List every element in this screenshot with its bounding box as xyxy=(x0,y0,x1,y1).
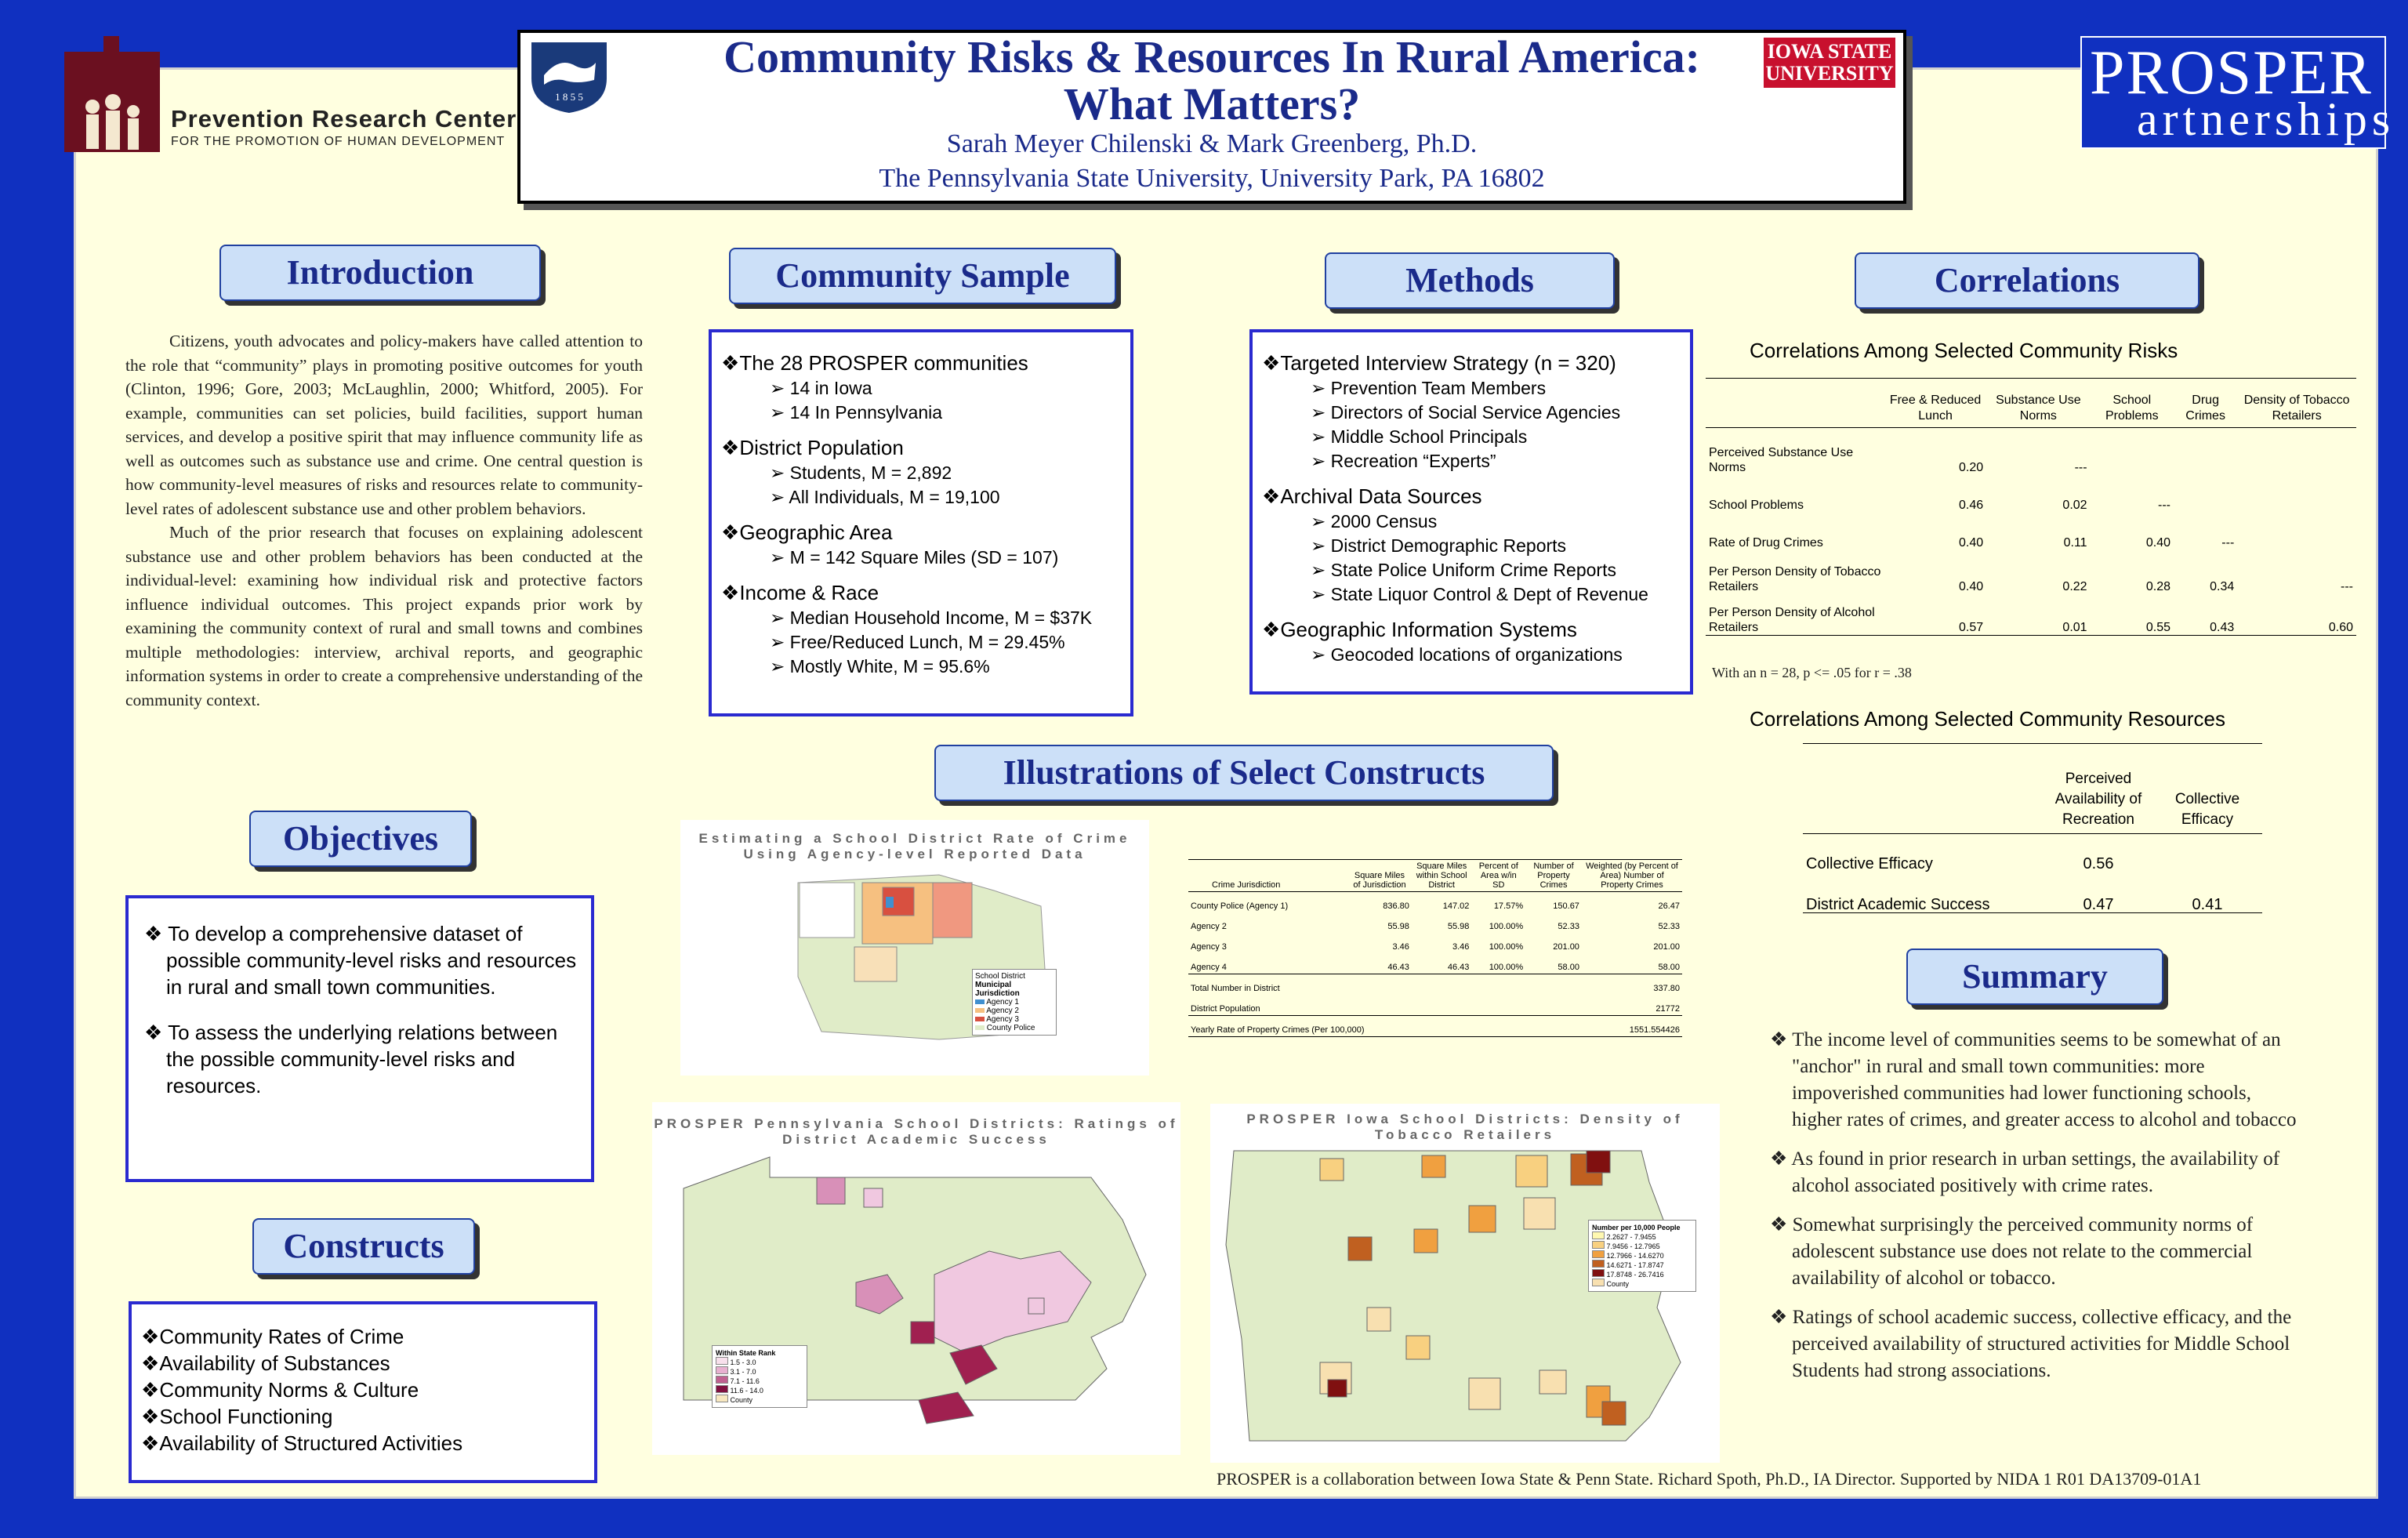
objectives-box xyxy=(125,895,594,1182)
table-cell: --- xyxy=(2074,461,2087,474)
table-cell: 46.43 xyxy=(1447,963,1470,972)
sample-item: ➢ 14 in Iowa xyxy=(770,378,872,398)
legend-item: 12.7966 - 14.6270 xyxy=(1592,1250,1692,1260)
objective-item: ❖ To assess the underlying relations between the possible community-level risks and resources. xyxy=(144,1021,558,1097)
table-cell: 0.57 xyxy=(1959,621,1984,634)
table-row xyxy=(1188,892,1682,913)
correlations-header: Correlations xyxy=(1855,252,2199,309)
community-sample-header: Community Sample xyxy=(729,248,1116,304)
title-block xyxy=(517,30,1906,204)
sample-group-label: ❖Income & Race xyxy=(721,581,879,604)
table-cell: --- xyxy=(2341,580,2353,593)
legend-item: County xyxy=(716,1395,803,1404)
prc-building-icon xyxy=(61,36,163,154)
ia-map-title: PROSPER Iowa School Districts: Density of Tobacco Retailers xyxy=(1246,1112,1684,1142)
table-cell: District Population xyxy=(1191,1004,1260,1014)
risks-col-header: Drug Crimes xyxy=(2185,394,2225,423)
table-cell: 0.11 xyxy=(2063,536,2087,550)
table-cell: 201.00 xyxy=(1553,942,1579,952)
sample-item: ➢ All Individuals, M = 19,100 xyxy=(770,487,1000,507)
legend-item: 11.6 - 14.0 xyxy=(716,1385,803,1395)
risks-row-label: Perceived Substance Use Norms xyxy=(1709,446,1854,474)
table-cell: 52.33 xyxy=(1658,922,1680,931)
construct-item: ❖School Functioning xyxy=(141,1405,333,1428)
prosper-logo-bottom: artnerships xyxy=(2137,93,2395,145)
risks-row-label: Per Person Density of Alcohol Retailers xyxy=(1709,606,1875,634)
methods-item: ➢ State Police Uniform Crime Reports xyxy=(1311,560,1616,580)
table-cell: 46.43 xyxy=(1387,963,1409,972)
footer-credit: PROSPER is a collaboration between Iowa State & Penn State. Richard Spoth, Ph.D., IA Director. Supported by NIDA 1 R01 DA13709-01A1 xyxy=(1217,1469,2202,1489)
table-cell xyxy=(2237,428,2356,476)
prc-logo xyxy=(61,36,517,154)
table-cell: 0.22 xyxy=(2062,580,2087,593)
methods-item: ➢ Middle School Principals xyxy=(1311,426,1528,447)
isu-line1: IOWA STATE xyxy=(1767,40,1892,63)
illustrations-header: Illustrations of Select Constructs xyxy=(934,745,1554,801)
introduction-paragraph-1: Citizens, youth advocates and policy-makers have called attention to the role that “community” plays in promoting positive outcomes for youth (Clinton, 1996; Gore, 2003; McLaughlin, 2000; Whitford, 2005). For example, communities can set policies, build facilities, support human services, and develop a positive spirit that may influence community life as well as outcomes such as substance use and crime. One central question is how community-level measures of risks and resources relate to community-level rates of adolescent substance use and other problem behaviors. xyxy=(125,332,643,518)
table-cell: 201.00 xyxy=(1653,942,1680,952)
table-row xyxy=(1188,933,1682,953)
table-row xyxy=(1803,872,2262,913)
objective-item: ❖ To develop a comprehensive dataset of possible community-level risks and resources in rural and small town communities. xyxy=(144,922,577,999)
legend-item: Municipal Jurisdiction xyxy=(975,981,1020,998)
legend-item: 1.5 - 3.0 xyxy=(716,1357,803,1366)
resources-table-title: Correlations Among Selected Community Resources xyxy=(1750,707,2225,731)
risks-table-note: With an n = 28, p <= .05 for r = .38 xyxy=(1712,665,1912,680)
table-row xyxy=(1706,475,2356,513)
table-row xyxy=(1188,974,1682,996)
prosper-logo-top: PROSPER xyxy=(2090,38,2373,107)
legend-item: Agency 2 xyxy=(975,1007,1054,1015)
table-cell: 0.02 xyxy=(2062,499,2087,512)
sample-group-label: ❖District Population xyxy=(721,436,904,459)
table-cell: 55.98 xyxy=(1387,922,1409,931)
legend-item: 2.2627 - 7.9455 xyxy=(1592,1231,1692,1241)
table-cell: 0.34 xyxy=(2210,580,2235,593)
crime-map-panel xyxy=(680,820,1149,1076)
table-cell: 0.40 xyxy=(2145,536,2170,550)
table-cell: 58.00 xyxy=(1558,963,1579,972)
affiliation: The Pennsylvania State University, University Park, PA 16802 xyxy=(879,164,1545,193)
crime-col-header: Square Miles of Jurisdiction xyxy=(1347,860,1412,892)
isu-line2: UNIVERSITY xyxy=(1765,62,1894,85)
introduction-header: Introduction xyxy=(219,245,541,301)
legend-item: Agency 3 xyxy=(975,1015,1054,1024)
pa-map-panel xyxy=(652,1102,1180,1455)
legend-item: County Police xyxy=(975,1024,1054,1032)
table-cell xyxy=(2174,475,2237,513)
risks-table-title: Correlations Among Selected Community Risks xyxy=(1750,339,2178,362)
prc-tagline: FOR THE PROMOTION OF HUMAN DEVELOPMENT xyxy=(171,135,506,148)
sample-group-label: ❖Geographic Area xyxy=(721,521,893,544)
methods-item: ➢ Geocoded locations of organizations xyxy=(1311,644,1623,665)
methods-item: ➢ Prevention Team Members xyxy=(1311,378,1547,398)
legend-item: 7.1 - 11.6 xyxy=(716,1376,803,1385)
construct-item: ❖Community Norms & Culture xyxy=(141,1378,419,1402)
table-cell: --- xyxy=(2158,499,2170,512)
methods-header: Methods xyxy=(1325,252,1615,309)
legend-item: School District xyxy=(975,972,1025,981)
sample-group-label: ❖The 28 PROSPER communities xyxy=(721,351,1028,375)
table-row xyxy=(1188,953,1682,974)
summary-item: ❖ Ratings of school academic success, collective efficacy, and the perceived availability of structured activities for Middle School Students had strong associations. xyxy=(1770,1307,2292,1381)
table-cell: 100.00% xyxy=(1489,963,1524,972)
summary-item: ❖ As found in prior research in urban settings, the availability of alcohol associated positively with crime rates. xyxy=(1770,1148,2280,1196)
pa-map-title: PROSPER Pennsylvania School Districts: Ratings of District Academic Success xyxy=(654,1116,1179,1147)
legend-item: Agency 1 xyxy=(975,998,1054,1007)
prosper-logo xyxy=(2080,36,2395,149)
methods-group-label: ❖Geographic Information Systems xyxy=(1262,618,1577,641)
title-line1: Community Risks & Resources In Rural America: xyxy=(723,31,1700,82)
sample-item: ➢ M = 142 Square Miles (SD = 107) xyxy=(770,547,1059,568)
table-cell xyxy=(2237,513,2356,550)
table-cell: Agency 3 xyxy=(1191,942,1227,952)
constructs-header: Constructs xyxy=(252,1218,475,1275)
construct-item: ❖Availability of Structured Activities xyxy=(141,1431,463,1455)
summary-item: ❖ Somewhat surprisingly the perceived community norms of adolescent substance use does not relate to the commercial availability of alcohol or tobacco. xyxy=(1770,1214,2254,1289)
risks-row-label: Rate of Drug Crimes xyxy=(1709,536,1823,550)
table-cell: 3.46 xyxy=(1392,942,1409,952)
resources-col-header: Collective Efficacy xyxy=(2174,791,2240,828)
resources-correlation-table xyxy=(1803,743,2262,913)
crime-map-graphic xyxy=(680,820,1149,1076)
summary-list xyxy=(1768,1027,2301,1397)
community-sample-box xyxy=(709,329,1133,716)
table-cell: 3.46 xyxy=(1452,942,1470,952)
psu-seal xyxy=(528,39,610,114)
crime-col-header: Number of Property Crimes xyxy=(1525,860,1582,892)
table-cell: 100.00% xyxy=(1489,942,1524,952)
introduction-paragraph-2: Much of the prior research that focuses on explaining adolescent substance use and other problem behaviors has been conducted at the individual-level: examining how individual risk and protective factors influence individual outcomes. This project expands prior work by examining the community context of rural and small towns and combines multiple methodologies: interview, archival reports, and geographic information systems in order to create a comprehensive understanding of the community context. xyxy=(125,523,643,709)
sample-item: ➢ 14 In Pennsylvania xyxy=(770,402,943,423)
legend-title: Within State Rank xyxy=(716,1349,776,1357)
table-cell: 337.80 xyxy=(1653,984,1680,993)
table-cell: 17.57% xyxy=(1493,901,1524,911)
table-row xyxy=(1188,995,1682,1016)
methods-group-label: ❖Targeted Interview Strategy (n = 320) xyxy=(1262,351,1616,375)
introduction-text xyxy=(125,329,643,712)
risks-col-header: Density of Tobacco Retailers xyxy=(2243,394,2350,423)
risks-correlation-table xyxy=(1706,378,2356,636)
risks-row-label: Per Person Density of Tobacco Retailers xyxy=(1709,565,1881,593)
crime-col-header: Crime Jurisdiction xyxy=(1188,860,1347,892)
psu-year: 1 8 5 5 xyxy=(555,91,583,103)
authors: Sarah Meyer Chilenski & Mark Greenberg, Ph.D. xyxy=(946,129,1478,158)
table-cell: Agency 2 xyxy=(1191,922,1227,931)
crime-map-title: Estimating a School District Rate of Crime Using Agency-level Reported Data xyxy=(698,831,1131,861)
table-cell: 0.56 xyxy=(2083,855,2114,872)
table-cell: 1551.554426 xyxy=(1629,1025,1680,1035)
table-cell: 0.60 xyxy=(2328,621,2353,634)
table-cell: County Police (Agency 1) xyxy=(1191,901,1289,911)
legend-item: County xyxy=(1592,1279,1692,1288)
table-cell: 147.02 xyxy=(1442,901,1470,911)
construct-item: ❖Availability of Substances xyxy=(141,1351,390,1375)
table-cell: 55.98 xyxy=(1447,922,1470,931)
summary-header: Summary xyxy=(1906,949,2163,1005)
table-row xyxy=(1706,594,2356,636)
table-cell: Total Number in District xyxy=(1191,984,1280,993)
sample-item: ➢ Median Household Income, M = $37K xyxy=(770,608,1093,628)
crime-map-legend xyxy=(972,969,1057,1036)
table-cell: 58.00 xyxy=(1658,963,1680,972)
table-cell: 21772 xyxy=(1656,1004,1680,1014)
pa-map-legend xyxy=(712,1345,807,1408)
construct-item: ❖Community Rates of Crime xyxy=(141,1325,404,1348)
table-cell xyxy=(2237,475,2356,513)
legend-item: 17.8748 - 26.7416 xyxy=(1592,1269,1692,1279)
table-cell: 26.47 xyxy=(1658,901,1680,911)
methods-item: ➢ Recreation “Experts” xyxy=(1311,451,1496,471)
legend-item: 14.6271 - 17.8747 xyxy=(1592,1260,1692,1269)
risks-col-header: Substance Use Norms xyxy=(1996,394,2081,423)
table-cell xyxy=(2174,428,2237,476)
methods-item: ➢ State Liquor Control & Dept of Revenue xyxy=(1311,584,1648,604)
sample-item: ➢ Students, M = 2,892 xyxy=(770,462,952,483)
risks-row-label: School Problems xyxy=(1709,499,1804,512)
table-cell: 0.46 xyxy=(1959,499,1984,512)
sample-item: ➢ Free/Reduced Lunch, M = 29.45% xyxy=(770,632,1065,652)
isu-logo xyxy=(1764,38,1895,88)
table-cell: 0.40 xyxy=(1959,536,1984,550)
table-cell: Yearly Rate of Property Crimes (Per 100,000) xyxy=(1191,1025,1365,1035)
table-cell: 0.28 xyxy=(2145,580,2170,593)
table-row xyxy=(1803,834,2262,872)
methods-item: ➢ 2000 Census xyxy=(1311,511,1438,531)
prc-name: Prevention Research Center xyxy=(171,105,517,132)
summary-item: ❖ The income level of communities seems to be somewhat of an "anchor" in rural and small town communities: more impoverished communities had lower functioning schools, higher rates of crimes, and greater access to alcohol and tobacco xyxy=(1770,1029,2297,1130)
table-cell xyxy=(2152,834,2262,872)
table-cell: 150.67 xyxy=(1553,901,1579,911)
legend-item: 3.1 - 7.0 xyxy=(716,1366,803,1376)
table-cell xyxy=(2091,428,2174,476)
crime-col-header: Percent of Area w/in SD xyxy=(1471,860,1525,892)
table-cell: 0.55 xyxy=(2145,621,2170,634)
methods-box xyxy=(1249,329,1693,695)
table-cell: 0.43 xyxy=(2210,621,2235,634)
methods-group-label: ❖Archival Data Sources xyxy=(1262,484,1482,508)
table-cell: --- xyxy=(2221,536,2235,550)
crime-col-header: Weighted (by Percent of Area) Number of Property Crimes xyxy=(1582,860,1682,892)
constructs-box xyxy=(129,1301,597,1483)
table-cell: 0.47 xyxy=(2083,896,2114,913)
table-row xyxy=(1188,912,1682,933)
table-cell: 0.20 xyxy=(1959,461,1984,474)
resources-col-header: Perceived Availability of Recreation xyxy=(2054,771,2142,828)
table-row xyxy=(1188,1016,1682,1037)
table-cell: 100.00% xyxy=(1489,922,1524,931)
table-row xyxy=(1706,550,2356,594)
crime-col-header: Square Miles within School District xyxy=(1412,860,1472,892)
legend-item: 7.9456 - 12.7965 xyxy=(1592,1241,1692,1250)
table-cell: 0.01 xyxy=(2062,621,2087,634)
ia-map-panel xyxy=(1210,1104,1720,1463)
table-cell: 52.33 xyxy=(1558,922,1579,931)
methods-item: ➢ Directors of Social Service Agencies xyxy=(1311,402,1621,423)
table-cell: 0.40 xyxy=(1959,580,1984,593)
risks-col-header: Free & Reduced Lunch xyxy=(1889,394,1982,423)
crime-estimation-table xyxy=(1188,859,1682,1037)
sample-item: ➢ Mostly White, M = 95.6% xyxy=(770,656,990,677)
table-cell: Agency 4 xyxy=(1191,963,1227,972)
objectives-header: Objectives xyxy=(249,811,472,867)
table-cell: 0.41 xyxy=(2192,896,2223,913)
risks-col-header: School Problems xyxy=(2105,394,2159,423)
ia-map-legend xyxy=(1588,1220,1696,1292)
table-row xyxy=(1706,428,2356,476)
resources-row-label: Collective Efficacy xyxy=(1806,855,1933,872)
title-line2: What Matters? xyxy=(1063,78,1361,129)
table-cell: 836.80 xyxy=(1383,901,1409,911)
table-row xyxy=(1706,513,2356,550)
resources-row-label: District Academic Success xyxy=(1806,896,1990,913)
legend-title: Number per 10,000 People xyxy=(1592,1224,1681,1231)
methods-item: ➢ District Demographic Reports xyxy=(1311,535,1567,556)
